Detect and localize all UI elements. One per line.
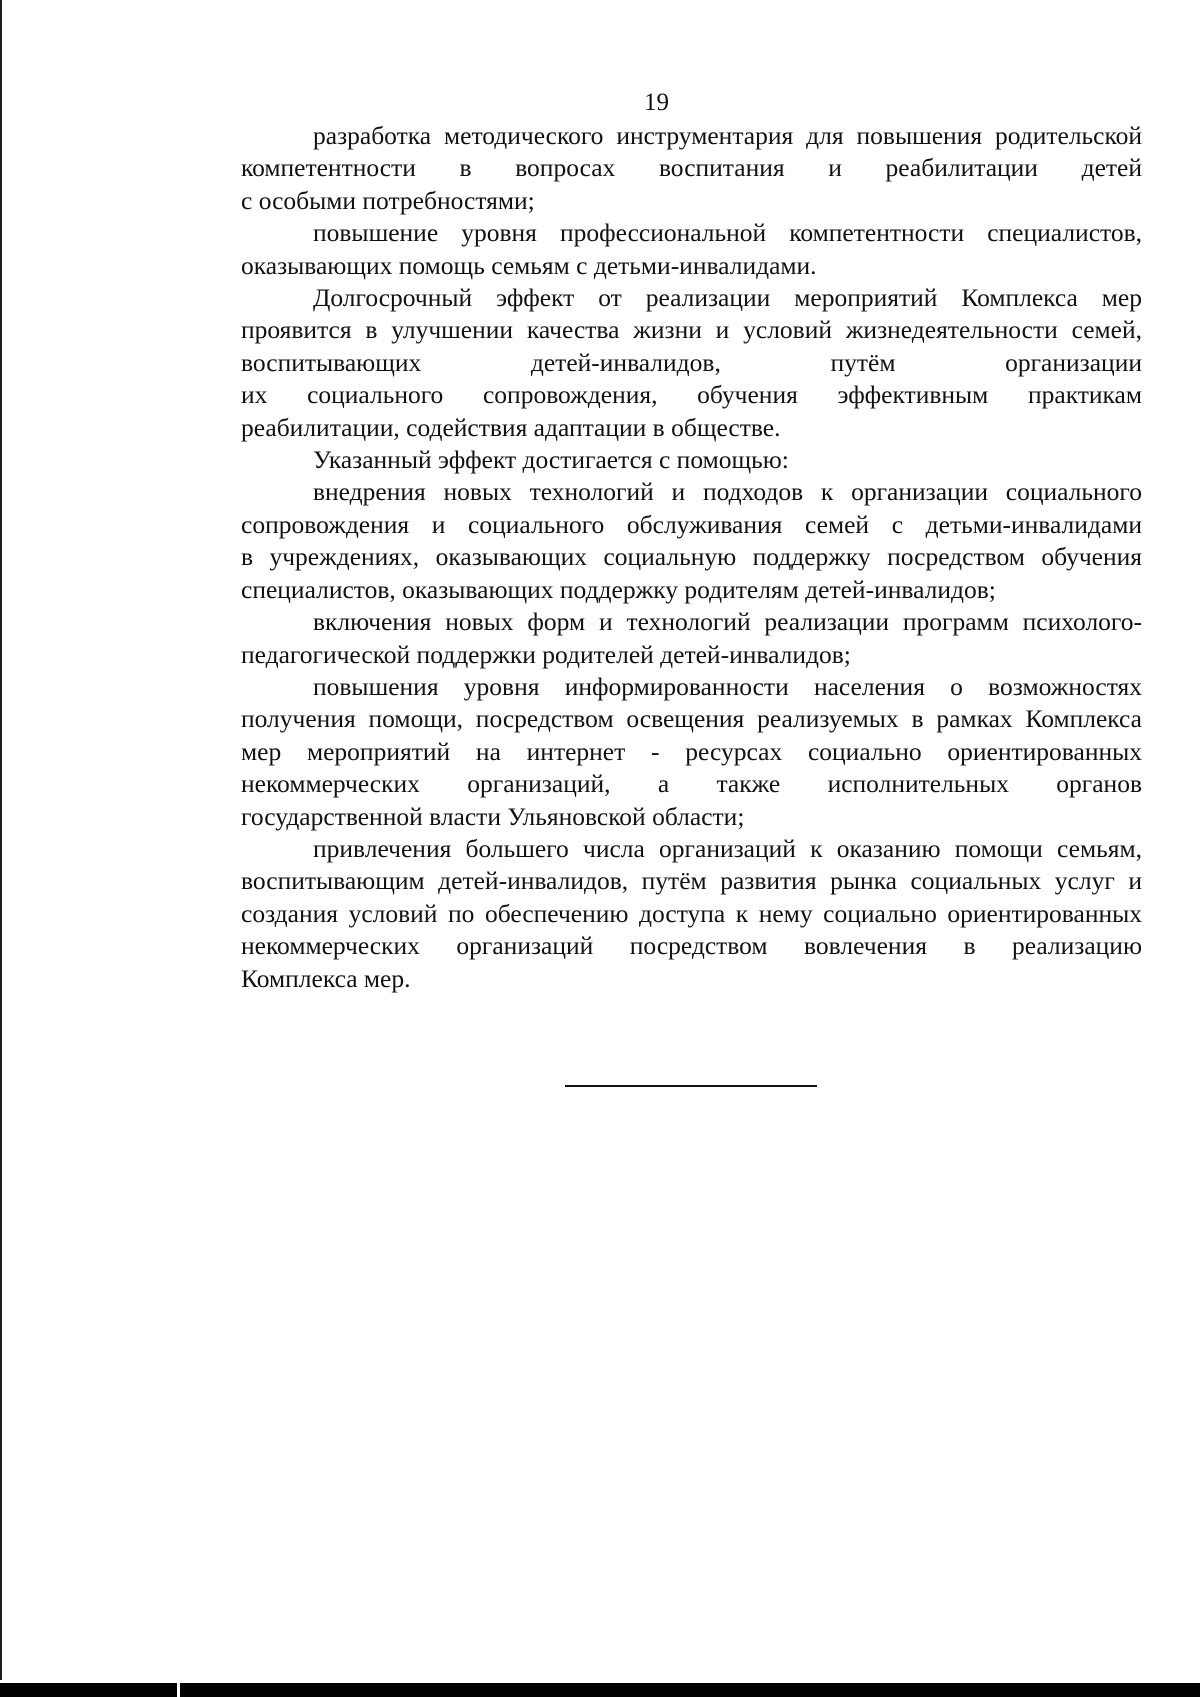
paragraph-line: специалистов, оказывающих поддержку родителям детей-инвалидов;: [241, 574, 996, 604]
paragraph-line: проявится в улучшении качества жизни и условий жизнедеятельности семей,: [241, 315, 1142, 345]
paragraph-7: [169, 671, 1142, 833]
paragraph-line: педагогической поддержки родителей детей-инвалидов;: [241, 639, 851, 669]
paragraph-line: некоммерческих организаций, а также исполнительных органов: [241, 769, 1142, 799]
paragraph-5: [169, 476, 1142, 606]
paragraph-line: с особыми потребностями;: [241, 185, 535, 215]
page-number: 19: [644, 89, 669, 116]
paragraph-line: в учреждениях, оказывающих социальную поддержку посредством обучения: [241, 542, 1142, 572]
scan-bottom-edge-gap: [177, 1683, 180, 1697]
paragraph-4: [169, 444, 1142, 476]
scan-left-edge: [0, 0, 2, 1680]
paragraph-line: Долгосрочный эффект от реализации мероприятий Комплекса мер: [313, 283, 1142, 313]
paragraph-6: [169, 606, 1142, 671]
paragraph-line: получения помощи, посредством освещения реализуемых в рамках Комплекса: [241, 704, 1142, 734]
paragraph-line: мер мероприятий на интернет - ресурсах социально ориентированных: [241, 736, 1142, 766]
paragraph-line: оказывающих помощь семьям с детьми-инвалидами.: [241, 250, 817, 280]
paragraph-line: воспитывающих детей-инвалидов, путём организации: [241, 347, 1142, 377]
paragraph-1: [169, 120, 1142, 217]
paragraph-line: некоммерческих организаций посредством вовлечения в реализацию: [241, 931, 1142, 961]
paragraph-line: включения новых форм и технологий реализации программ психолого-: [313, 607, 1142, 637]
paragraph-2: [169, 217, 1142, 282]
paragraph-line: воспитывающим детей-инвалидов, путём развития рынка социальных услуг и: [241, 866, 1142, 896]
paragraph-line: реабилитации, содействия адаптации в обществе.: [241, 412, 781, 442]
paragraph-line: разработка методического инструментария для повышения родительской: [313, 121, 1142, 150]
paragraph-3: [169, 282, 1142, 444]
paragraph-line: повышение уровня профессиональной компетентности специалистов,: [313, 218, 1142, 248]
paragraph-line: привлечения большего числа организаций к оказанию помощи семьям,: [313, 833, 1142, 863]
paragraph-line: государственной власти Ульяновской области;: [241, 801, 745, 831]
paragraph-line: сопровождения и социального обслуживания семей с детьми-инвалидами: [241, 509, 1142, 539]
document-body: [169, 120, 1142, 995]
scan-bottom-edge: [0, 1683, 1200, 1697]
paragraph-line: Указанный эффект достигается с помощью:: [313, 445, 789, 475]
paragraph-line: их социального сопровождения, обучения эффективным практикам: [241, 380, 1142, 410]
paragraph-line: Комплекса мер.: [241, 963, 411, 993]
paragraph-line: создания условий по обеспечению доступа к нему социально ориентированных: [241, 898, 1142, 928]
paragraph-line: внедрения новых технологий и подходов к организации социального: [313, 477, 1142, 507]
paragraph-line: компетентности в вопросах воспитания и реабилитации детей: [241, 153, 1142, 183]
end-separator-line: [565, 1085, 817, 1087]
paragraph-line: повышения уровня информированности населения о возможностях: [313, 671, 1142, 701]
paragraph-8: [169, 833, 1142, 995]
